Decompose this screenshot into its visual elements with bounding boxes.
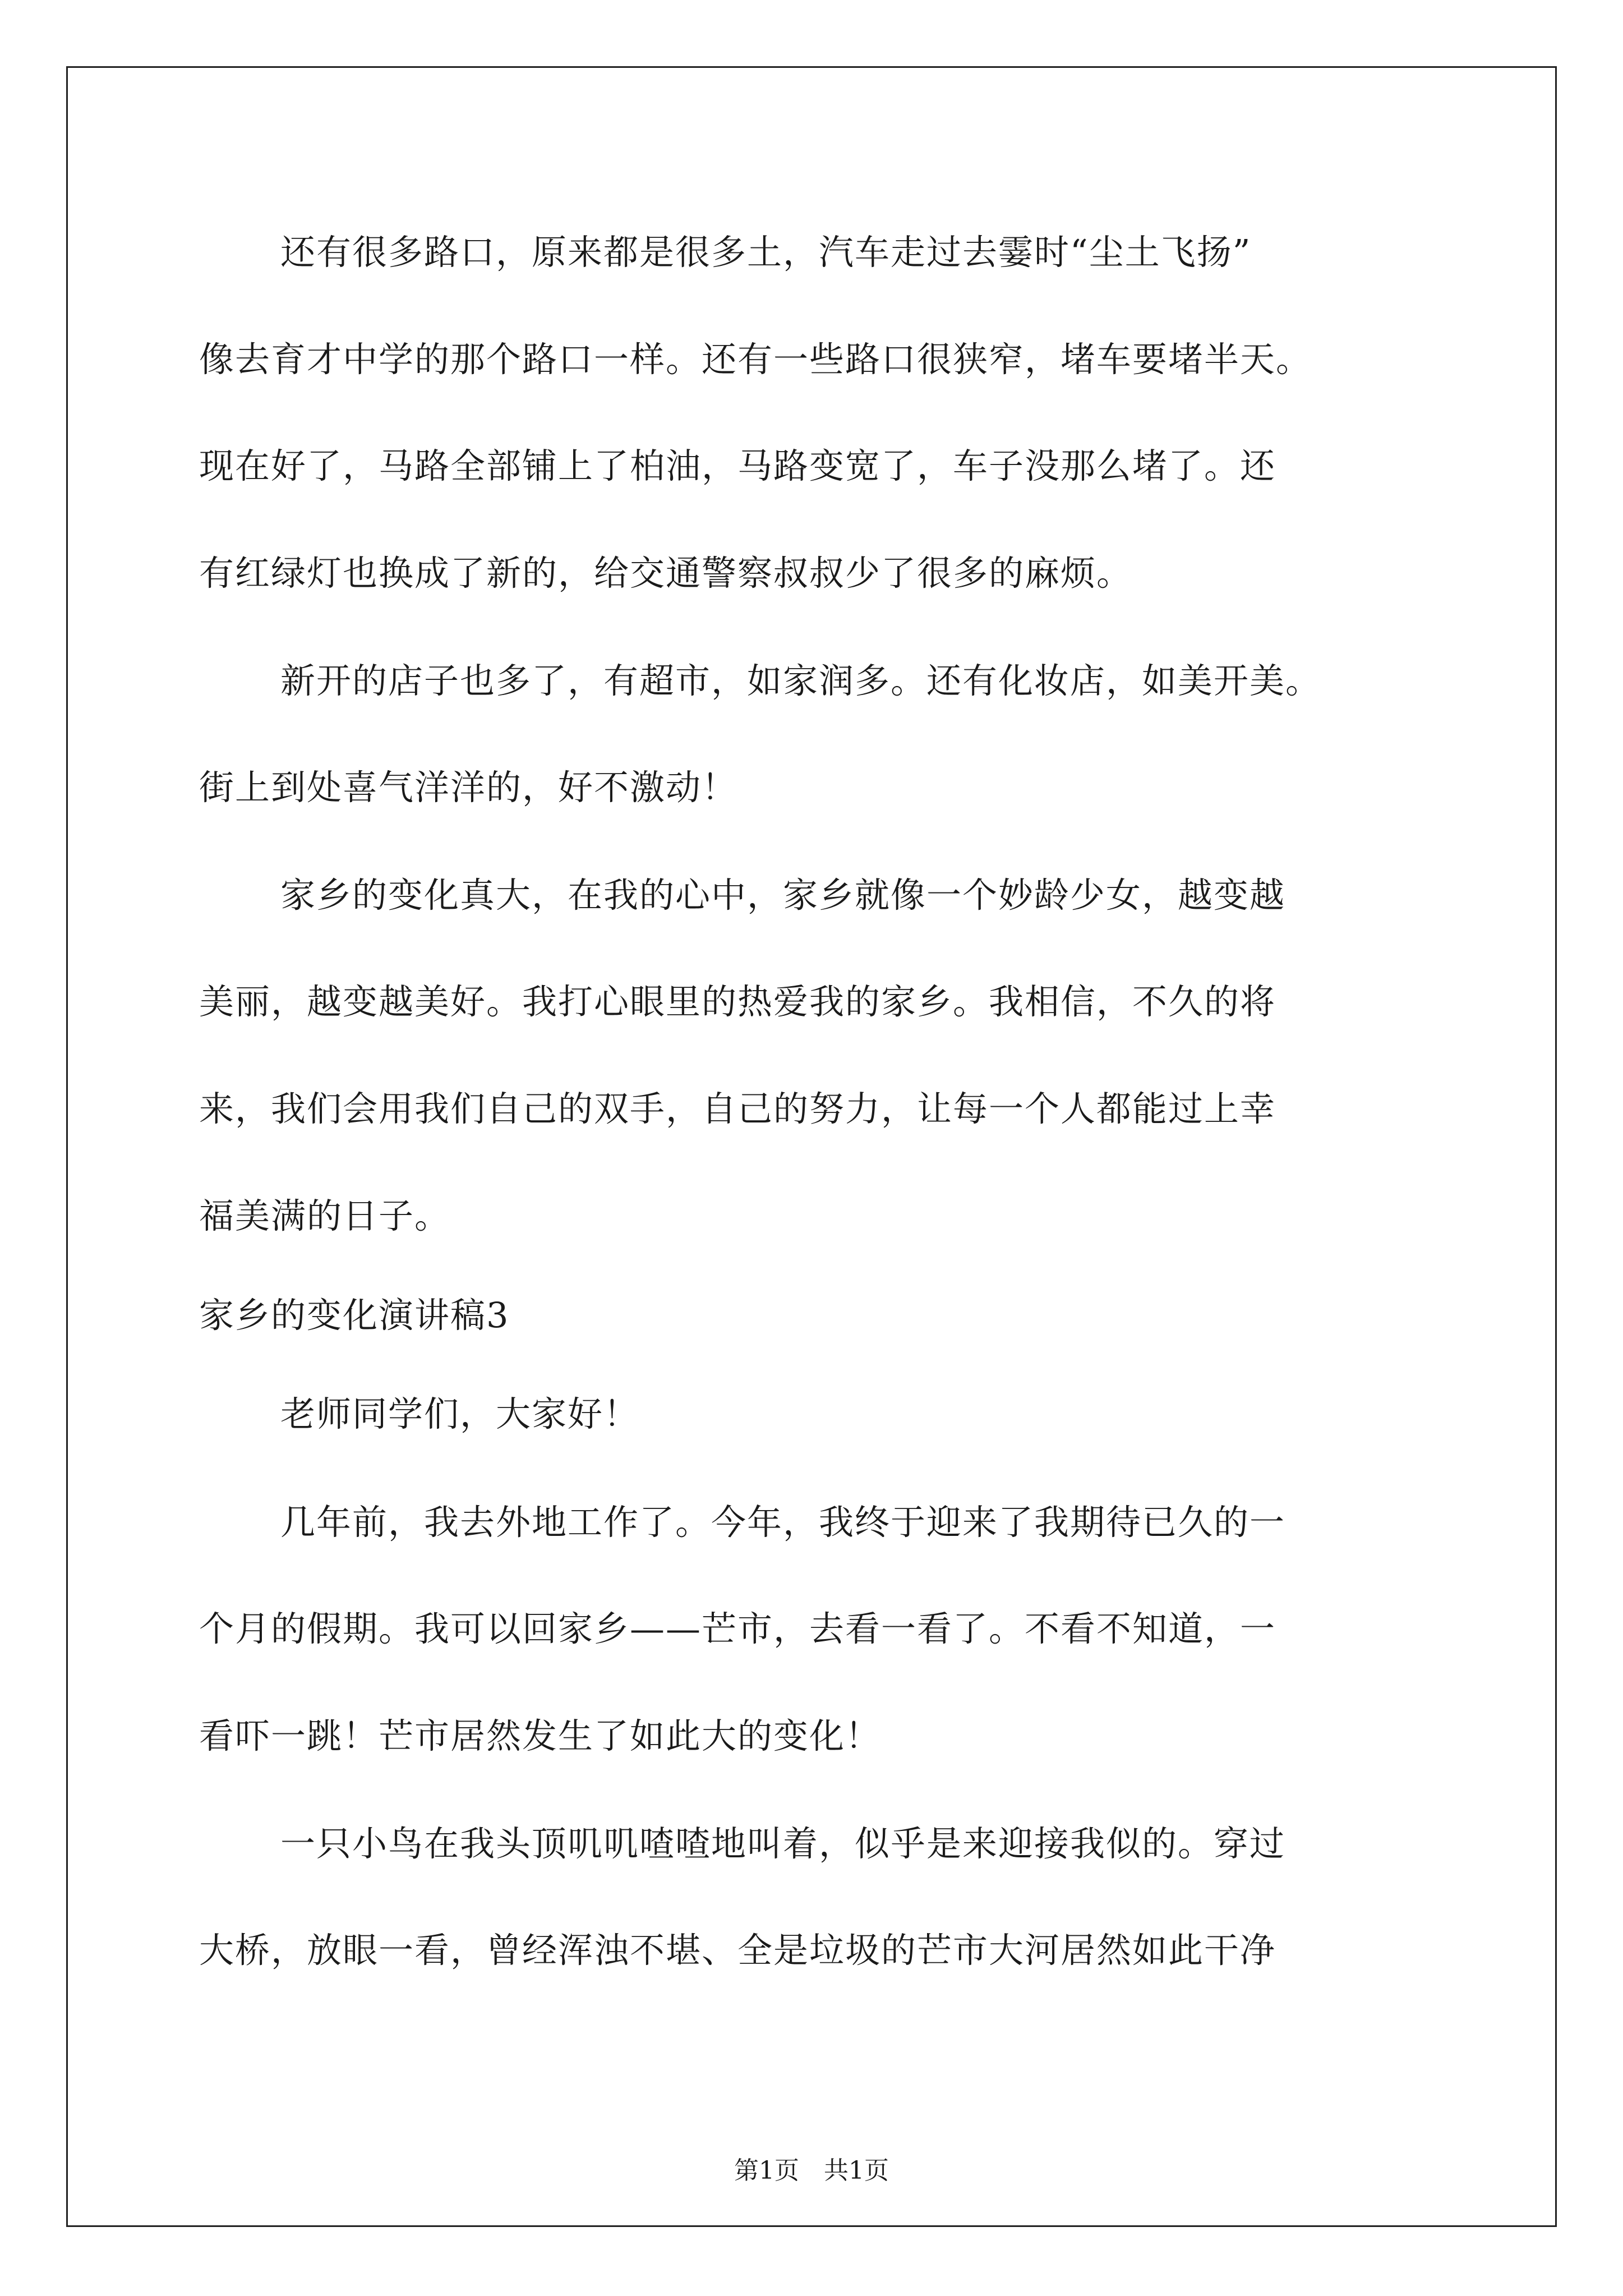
text-line: 来，我们会用我们自己的双手，自己的努力，让每一个人都能过上幸 [199, 1088, 1276, 1129]
text-line: 像去育才中学的那个路口一样。还有一些路口很狭窄，堵车要堵半天。 [199, 339, 1312, 380]
text-line: 老师同学们，大家好！ [280, 1393, 640, 1434]
text-line: 现在好了，马路全部铺上了柏油，马路变宽了，车子没那么堵了。还 [199, 445, 1276, 486]
text-line: 一只小鸟在我头顶叽叽喳喳地叫着，似乎是来迎接我似的。穿过 [280, 1823, 1286, 1864]
text-line: 大桥，放眼一看，曾经浑浊不堪、全是垃圾的芒市大河居然如此干净 [199, 1930, 1276, 1971]
text-line: 个月的假期。我可以回家乡——芒市，去看一看了。不看不知道，一 [199, 1608, 1276, 1649]
text-line: 街上到处喜气洋洋的，好不激动！ [199, 767, 738, 808]
text-line: 有红绿灯也换成了新的，给交通警察叔叔少了很多的麻烦。 [199, 553, 1133, 593]
page-footer: 第1页 共1页 [734, 2156, 889, 2185]
text-line: 新开的店子也多了，有超市，如家润多。还有化妆店，如美开美。 [280, 660, 1322, 701]
text-line: 还有很多路口，原来都是很多土，汽车走过去霎时“尘土飞扬” [280, 232, 1252, 273]
section-heading: 家乡的变化演讲稿3 [199, 1295, 510, 1336]
text-line: 几年前，我去外地工作了。今年，我终于迎来了我期待已久的一 [280, 1502, 1286, 1543]
text-line: 美丽，越变越美好。我打心眼里的热爱我的家乡。我相信，不久的将 [199, 981, 1276, 1022]
text-line: 看吓一跳！芒市居然发生了如此大的变化！ [199, 1715, 882, 1756]
text-line: 家乡的变化真大，在我的心中，家乡就像一个妙龄少女，越变越 [280, 875, 1286, 915]
page-border [66, 66, 1557, 2227]
text-line: 福美满的日子。 [199, 1195, 451, 1236]
